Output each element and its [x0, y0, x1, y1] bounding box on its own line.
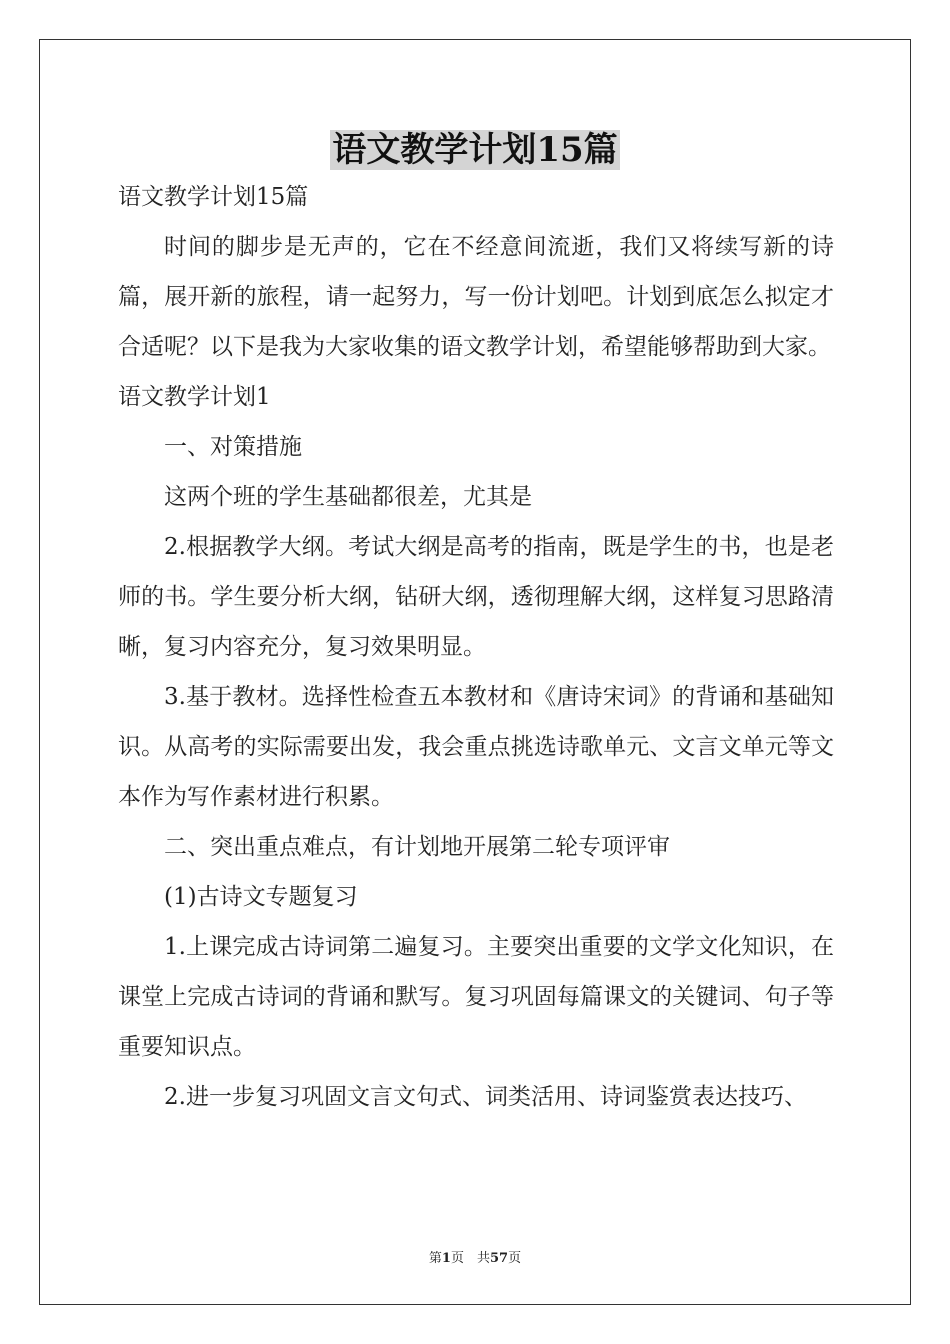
- page-mid: 页 共: [450, 1251, 490, 1266]
- page-prefix: 第: [428, 1251, 442, 1266]
- subheading-measures: 一、对策措施: [164, 434, 302, 460]
- document-body: [118, 172, 834, 1122]
- subheading-focus: 二、突出重点难点，有计划地开展第二轮专项评审: [164, 834, 670, 860]
- intro-paragraph: 时间的脚步是无声的，它在不经意间流逝，我们又将续写新的诗篇，展开新的旅程，请一起努力，写一份计划吧。计划到底怎么拟定才合适呢？以下是我为大家收集的语文教学计划，希望能够帮助到大家。: [118, 234, 834, 360]
- body-paragraph: 3.基于教材。选择性检查五本教材和《唐诗宋词》的背诵和基础知识。从高考的实际需要出发，我会重点挑选诗歌单元、文言文单元等文本作为写作素材进行积累。: [118, 684, 834, 810]
- page-total: 57: [489, 1251, 509, 1266]
- section-heading: 语文教学计划1: [118, 384, 271, 410]
- document-title: [0, 128, 950, 172]
- subheading-poetry-review: (1)古诗文专题复习: [164, 884, 358, 910]
- body-paragraph: 1.上课完成古诗词第二遍复习。主要突出重要的文学文化知识，在课堂上完成古诗词的背诵和默写。复习巩固每篇课文的关键词、句子等重要知识点。: [118, 934, 834, 1060]
- body-paragraph: 这两个班的学生基础都很差，尤其是: [164, 484, 532, 510]
- page-footer: [0, 1247, 950, 1266]
- page-current: 1: [441, 1251, 451, 1266]
- document-title-text: 语文教学计划15篇: [332, 130, 618, 170]
- subtitle-paragraph: 语文教学计划15篇: [118, 184, 309, 210]
- body-paragraph: 2.进一步复习巩固文言文句式、词类活用、诗词鉴赏表达技巧、: [164, 1084, 807, 1110]
- body-paragraph: 2.根据教学大纲。考试大纲是高考的指南，既是学生的书，也是老师的书。学生要分析大纲，钻研大纲，透彻理解大纲，这样复习思路清晰，复习内容充分，复习效果明显。: [118, 534, 834, 660]
- page-suffix: 页: [508, 1251, 522, 1266]
